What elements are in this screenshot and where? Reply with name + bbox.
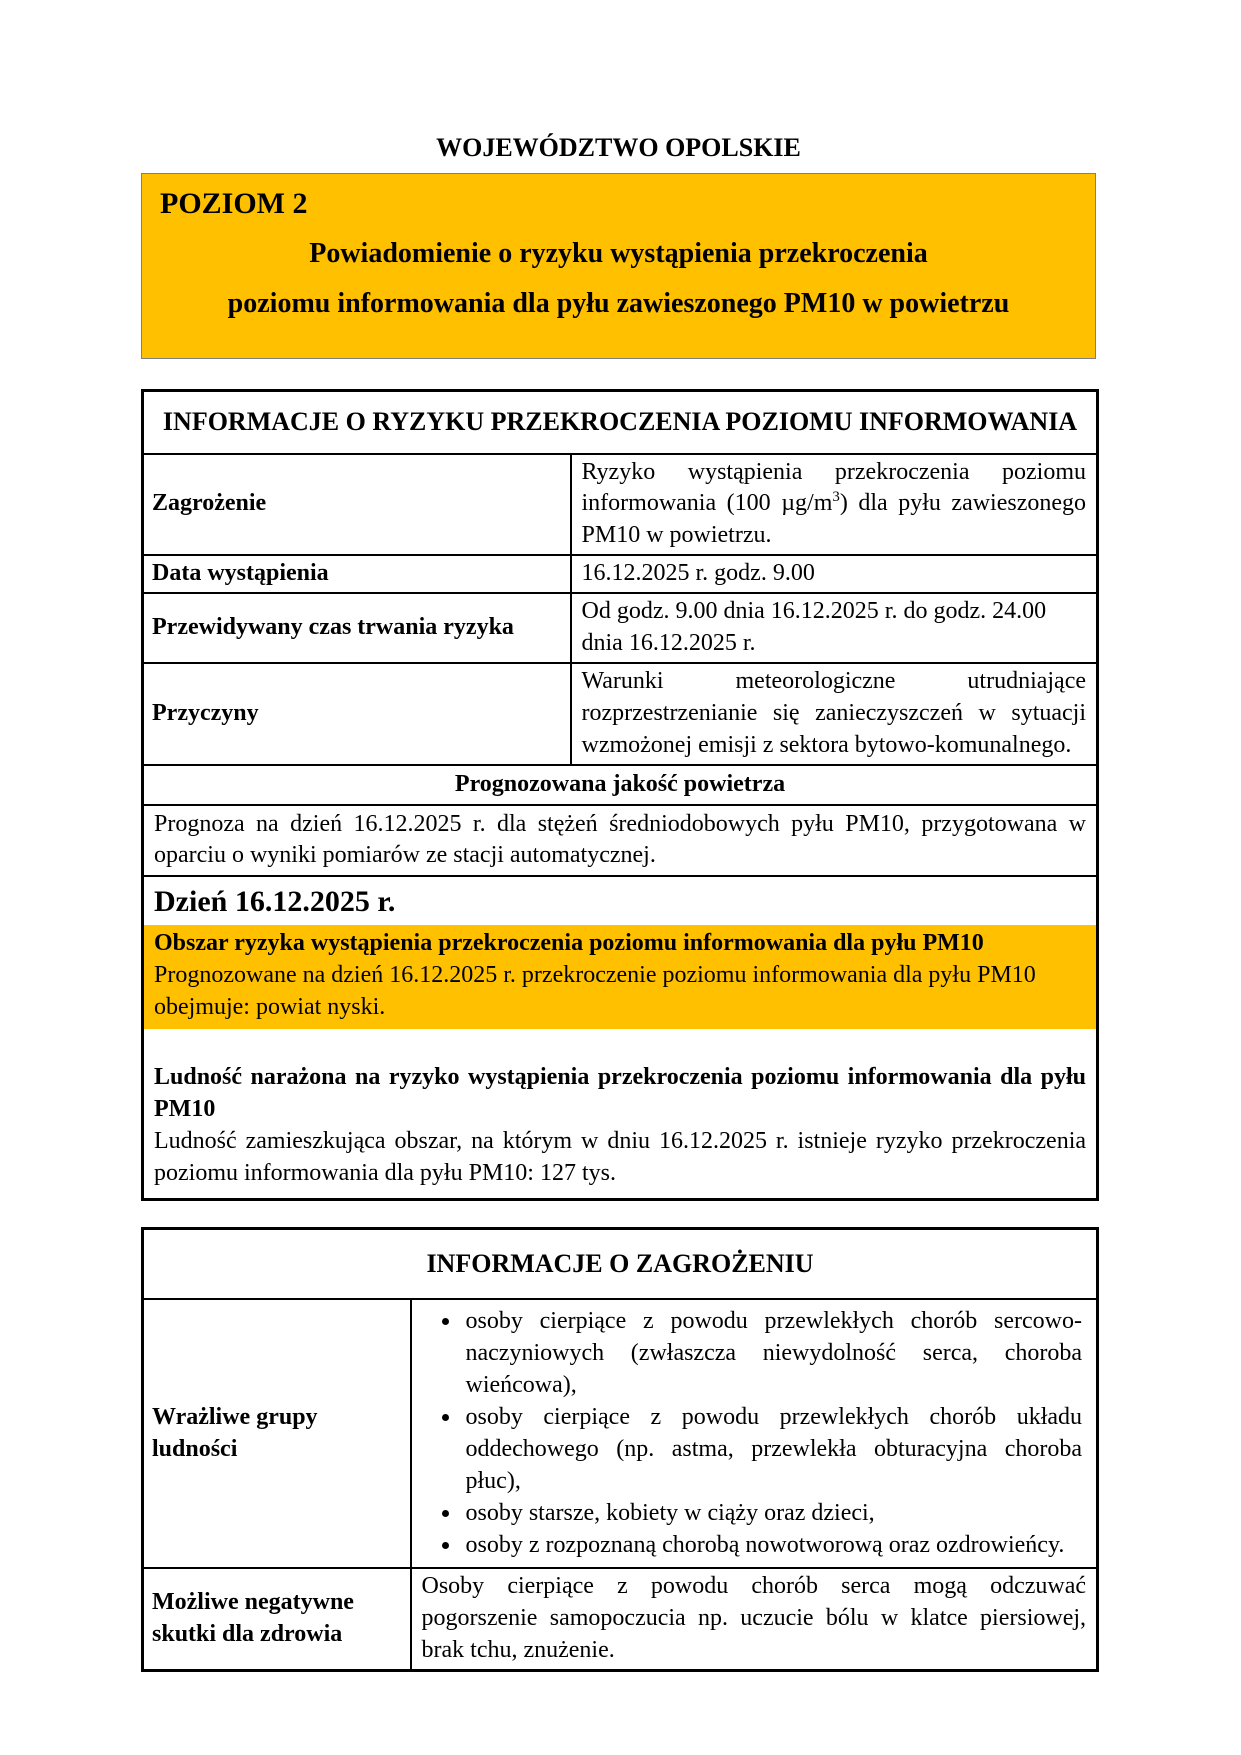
risk-information-table — [141, 389, 1099, 1201]
population-exposed-title: Ludność narażona na ryzyko wystąpienia przekroczenia poziomu informowania dla pyłu PM10 — [154, 1064, 1087, 1122]
table-row — [143, 1299, 1098, 1568]
table-row — [143, 663, 1098, 765]
vulnerable-groups-label: Wrażliwe grupy ludności — [143, 1299, 411, 1568]
alert-level-banner — [141, 173, 1096, 359]
table-row — [143, 454, 1098, 556]
causes-label: Przyczyny — [143, 663, 571, 765]
banner-title-line-2: poziomu informowania dla pyłu zawieszonego PM10 w powietrzu — [227, 287, 1010, 319]
table-row — [143, 805, 1098, 877]
expected-duration-value: Od godz. 9.00 dnia 16.12.2025 r. do godz. 24.00 dnia 16.12.2025 r. — [571, 593, 1098, 663]
table-row — [143, 1568, 1098, 1670]
expected-duration-label: Przewidywany czas trwania ryzyka — [143, 593, 571, 663]
region-title: WOJEWÓDZTWO OPOLSKIE — [436, 133, 801, 162]
table-row — [143, 593, 1098, 663]
day-heading: Dzień 16.12.2025 r. — [154, 885, 396, 919]
occurrence-date-label: Data wystąpienia — [143, 555, 571, 593]
risk-table-header: INFORMACJE O RYZYKU PRZEKROCZENIA POZIOMU INFORMOWANIA — [143, 390, 1098, 453]
alert-level-label: POZIOM 2 — [160, 186, 308, 220]
superscript-3: 3 — [832, 489, 840, 506]
risk-area-text: Prognozowane na dzień 16.12.2025 r. przekroczenie poziomu informowania dla pyłu PM10 obejmuje: powiat nyski. — [154, 962, 1036, 1021]
list-item: • osoby cierpiące z powodu przewlekłych chorób sercowo-naczyniowych (zwłaszcza niewydolność serca, choroba wieńcowa), — [462, 1306, 1083, 1402]
list-item: • osoby cierpiące z powodu przewlekłych chorób układu oddechowego (np. astma, przewlekła obturacyjna choroba płuc), — [462, 1402, 1083, 1498]
health-effects-value: Osoby cierpiące z powodu chorób serca mogą odczuwać pogorszenie samopoczucia np. uczucie bólu w klatce piersiowej, brak tchu, znużenie. — [411, 1568, 1098, 1670]
risk-area-highlight — [144, 925, 1096, 1029]
vulnerable-groups-list-cell — [411, 1299, 1098, 1568]
banner-title-line-1: Powiadomienie o ryzyku wystąpienia przekroczenia — [309, 238, 928, 270]
hazard-value-text: Ryzyko wystąpienia przekroczenia poziomu informowania (100 µg/m — [581, 458, 1087, 517]
risk-area-title: Obszar ryzyka wystąpienia przekroczenia poziomu informowania dla pyłu PM10 — [154, 930, 984, 957]
document-content — [141, 131, 1096, 1672]
table-row — [143, 1228, 1098, 1299]
spacer — [144, 1029, 1096, 1062]
health-effects-label: Możliwe negatywne skutki dla zdrowia — [143, 1568, 411, 1670]
forecast-intro-text: Prognoza na dzień 16.12.2025 r. dla stężeń średniodobowych pyłu PM10, przygotowana w oparciu o wyniki pomiarów ze stacji automatycznej. — [143, 805, 1098, 877]
forecast-section-header: Prognozowana jakość powietrza — [143, 765, 1098, 805]
hazard-label: Zagrożenie — [143, 454, 571, 556]
hazard-value — [571, 454, 1098, 556]
hazard-value-text-end: ) dla pyłu zawieszonego PM10 w powietrzu. — [581, 490, 1087, 549]
list-item: • osoby z rozpoznaną chorobą nowotworową oraz ozdrowieńcy. — [462, 1530, 1083, 1562]
hazard-information-table — [141, 1227, 1099, 1673]
occurrence-date-value: 16.12.2025 r. godz. 9.00 — [571, 555, 1098, 593]
table-row — [143, 876, 1098, 1199]
table-row — [143, 390, 1098, 453]
vulnerable-groups-list — [422, 1302, 1087, 1565]
population-exposed-text: Ludność zamieszkująca obszar, na którym w dniu 16.12.2025 r. istnieje ryzyko przekroczenia poziomu informowania dla pyłu PM10: 127 tys. — [154, 1127, 1087, 1186]
causes-value: Warunki meteorologiczne utrudniające rozprzestrzenianie się zanieczyszczeń w sytuacji wzmożonej emisji z sektora bytowo-komunalnego. — [571, 663, 1098, 765]
table-row — [143, 765, 1098, 805]
list-item: • osoby starsze, kobiety w ciąży oraz dzieci, — [462, 1498, 1083, 1530]
hazard-table-header: INFORMACJE O ZAGROŻENIU — [143, 1228, 1098, 1299]
day-forecast-cell — [143, 876, 1098, 1199]
table-row — [143, 555, 1098, 593]
